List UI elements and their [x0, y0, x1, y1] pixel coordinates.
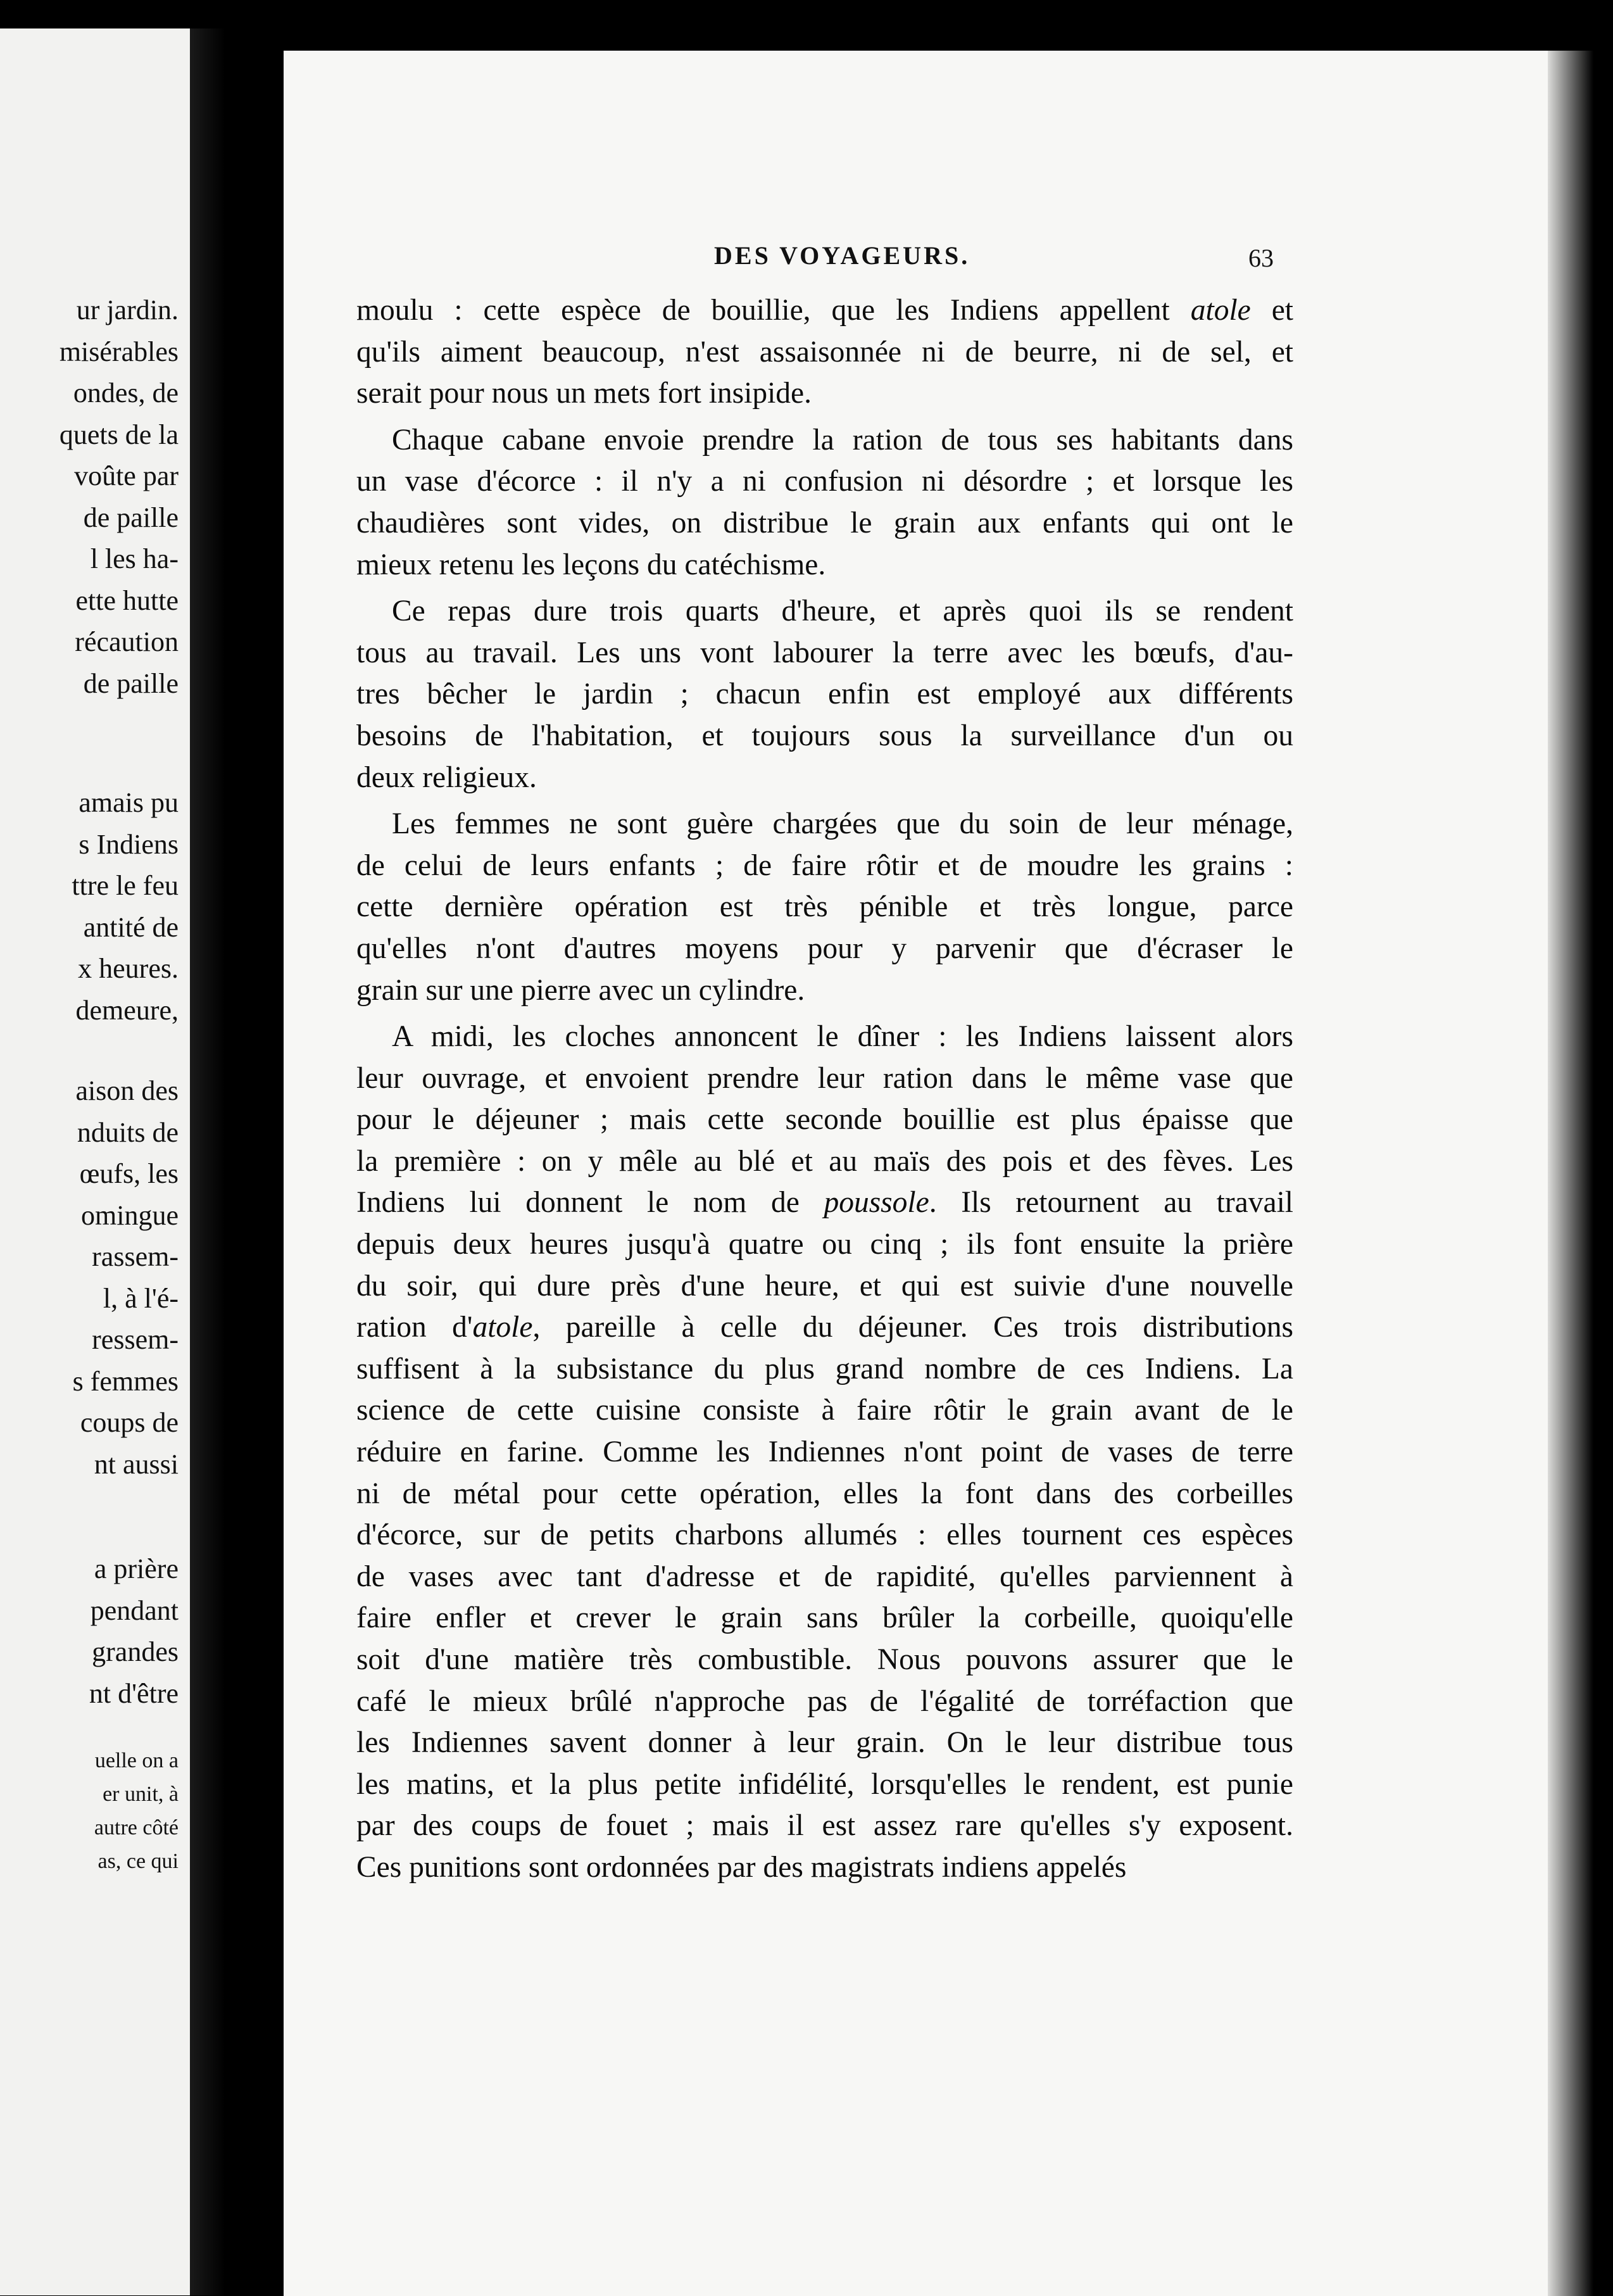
text-line: de celui de leurs enfants ; de faire rôtir et de moudre les grains :	[356, 848, 1293, 882]
text-line: science de cette cuisine consiste à faire rôtir le grain avant de le	[356, 1394, 1293, 1427]
paragraph	[356, 290, 1293, 415]
previous-page-line: voûte par	[74, 460, 179, 491]
page-number: 63	[1248, 244, 1274, 272]
running-head-title: DES VOYAGEURS.	[714, 241, 970, 270]
text-line: du soir, qui dure près d'une heure, et qui est suivie d'une nouvelle	[356, 1269, 1293, 1303]
text-line: soit d'une matière très combustible. Nous pouvons assurer que le	[356, 1643, 1293, 1676]
previous-page-line: nduits de	[77, 1116, 179, 1148]
previous-page-line: grandes	[92, 1636, 179, 1667]
text-line: qu'ils aiment beaucoup, n'est assaisonnée ni de beurre, ni de sel, et	[356, 335, 1293, 369]
text-line: par des coups de fouet ; mais il est assez rare qu'elles s'y exposent.	[356, 1809, 1293, 1843]
previous-page-line: aison des	[75, 1075, 179, 1106]
previous-page-line: uelle on a	[94, 1749, 179, 1772]
previous-page-line: amais pu	[78, 787, 179, 818]
text-line: qu'elles n'ont d'autres moyens pour y parvenir que d'écraser le	[356, 931, 1293, 965]
text-line: café le mieux brûlé n'approche pas de l'égalité de torréfaction que	[356, 1684, 1293, 1718]
previous-page-line: nt aussi	[94, 1448, 179, 1480]
book-gutter-shadow	[190, 28, 279, 2295]
paragraph	[356, 420, 1293, 586]
paragraph	[356, 804, 1293, 1011]
previous-page-line: coups de	[80, 1407, 179, 1438]
text-line: mieux retenu les leçons du catéchisme.	[356, 548, 826, 581]
paragraph	[356, 591, 1293, 798]
previous-page-line: nt d'être	[89, 1677, 179, 1709]
previous-page-line: ette hutte	[75, 584, 179, 616]
previous-page-line: ur jardin.	[76, 294, 179, 325]
text-line: Chaque cabane envoie prendre la ration de tous ses habitants dans	[392, 423, 1293, 457]
text-line: grain sur une pierre avec un cylindre.	[356, 973, 805, 1007]
previous-page-line: misérables	[59, 336, 179, 367]
text-line: d'écorce, sur de petits charbons allumés : elles tournent ces espèces	[356, 1518, 1293, 1552]
text-line: Les femmes ne sont guère chargées que du soin de leur ménage,	[392, 807, 1293, 841]
text-line: besoins de l'habitation, et toujours sous la surveillance d'un ou	[356, 719, 1293, 752]
previous-page-line: l les ha-	[90, 543, 179, 574]
previous-page-line: x heures.	[78, 953, 179, 984]
previous-page-line: autre côté	[94, 1816, 179, 1839]
page-edge-shadow	[1548, 51, 1613, 2296]
text-line: cette dernière opération est très pénible et très longue, parce	[356, 890, 1293, 924]
text-line: depuis deux heures jusqu'à quatre ou cinq ; ils font ensuite la prière	[356, 1228, 1293, 1261]
previous-page-line: ressem-	[92, 1324, 179, 1355]
text-line: tres bêcher le jardin ; chacun enfin est employé aux différents	[356, 678, 1293, 711]
paragraph	[356, 1016, 1293, 1888]
text-line: de vases avec tant d'adresse et de rapidité, qu'elles parviennent à	[356, 1560, 1293, 1593]
text-line: moulu : cette espèce de bouillie, que les Indiens appellent atole et	[356, 294, 1293, 327]
text-line: A midi, les cloches annoncent le dîner : les Indiens laissent alors	[392, 1020, 1293, 1054]
previous-page-line: de paille	[83, 667, 179, 699]
body-text	[356, 290, 1293, 1889]
text-line: deux religieux.	[356, 760, 537, 794]
text-line: leur ouvrage, et envoient prendre leur ration dans le même vase que	[356, 1061, 1293, 1095]
previous-page-text-block	[89, 1548, 179, 1714]
previous-page-line: er unit, à	[103, 1782, 179, 1806]
previous-page-line: l, à l'é-	[103, 1282, 179, 1314]
text-line: faire enfler et crever le grain sans brûler la corbeille, quoiqu'elle	[356, 1601, 1293, 1635]
previous-page-text-block	[72, 782, 179, 1031]
previous-page-line: omingue	[81, 1199, 179, 1231]
previous-page-line: pendant	[90, 1594, 179, 1626]
previous-page-line: rassem-	[92, 1241, 179, 1272]
text-line: les Indiennes savent donner à leur grain. On le leur distribue tous	[356, 1726, 1293, 1760]
book-page	[284, 51, 1556, 2296]
text-line: ration d'atole, pareille à celle du déjeuner. Ces trois distributions	[356, 1311, 1293, 1344]
previous-page-footnote-block	[94, 1744, 179, 1878]
text-line: tous au travail. Les uns vont labourer la terre avec les bœufs, d'au-	[356, 636, 1293, 669]
previous-page-line: de paille	[83, 501, 179, 533]
text-line: pour le déjeuner ; mais cette seconde bouillie est plus épaisse que	[356, 1103, 1293, 1137]
previous-page-line: œufs, les	[79, 1158, 179, 1189]
text-line: suffisent à la subsistance du plus grand nombre de ces Indiens. La	[356, 1352, 1293, 1385]
previous-page-line: a prière	[94, 1553, 179, 1584]
previous-page-line: demeure,	[75, 994, 179, 1026]
text-line: réduire en farine. Comme les Indiennes n'ont point de vases de terre	[356, 1435, 1293, 1469]
text-line: Indiens lui donnent le nom de poussole. Ils retournent au travail	[356, 1186, 1293, 1220]
previous-page-fragment	[0, 28, 196, 2295]
previous-page-line: quets de la	[59, 419, 179, 450]
previous-page-line: ttre le feu	[72, 870, 179, 901]
previous-page-line: ondes, de	[73, 377, 179, 408]
previous-page-line: récaution	[75, 626, 179, 657]
text-line: un vase d'écorce : il n'y a ni confusion ni désordre ; et lorsque les	[356, 465, 1293, 498]
text-line: la première : on y mêle au blé et au maïs des pois et des fèves. Les	[356, 1144, 1293, 1178]
previous-page-text-block	[60, 289, 179, 704]
text-line: ni de métal pour cette opération, elles la font dans des corbeilles	[356, 1477, 1293, 1510]
text-line: Ces punitions sont ordonnées par des magistrats indiens appelés	[356, 1850, 1127, 1884]
text-line: les matins, et la plus petite infidélité, lorsqu'elles le rendent, est punie	[356, 1767, 1293, 1801]
text-line: chaudières sont vides, on distribue le grain aux enfants qui ont le	[356, 506, 1293, 539]
running-head	[284, 241, 1556, 285]
previous-page-line: s femmes	[72, 1365, 179, 1397]
text-line: serait pour nous un mets fort insipide.	[356, 377, 812, 410]
previous-page-line: s Indiens	[78, 828, 179, 860]
previous-page-line: as, ce qui	[97, 1850, 179, 1873]
previous-page-line: antité de	[83, 911, 179, 943]
text-line: Ce repas dure trois quarts d'heure, et après quoi ils se rendent	[392, 595, 1293, 628]
previous-page-text-block	[73, 1070, 179, 1485]
